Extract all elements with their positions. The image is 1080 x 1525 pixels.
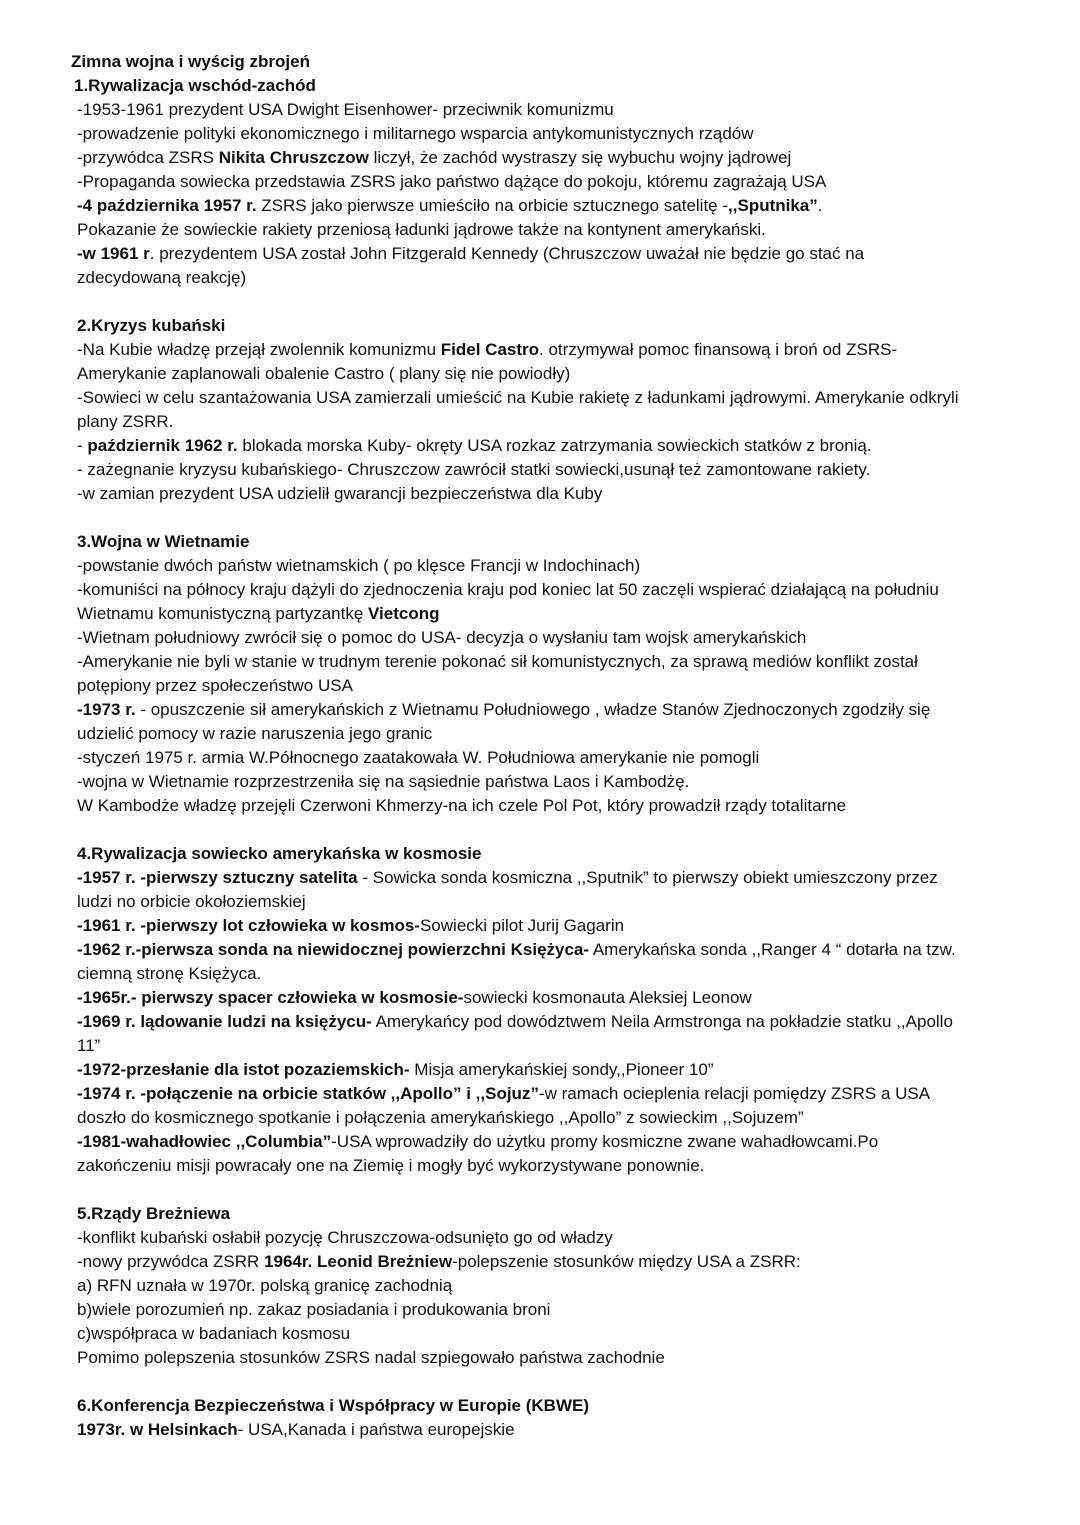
section-3-line: -wojna w Wietnamie rozprzestrzeniła się na sąsiednie państwa Laos i Kambodżę. <box>77 772 690 791</box>
section-5-line: -konflikt kubański osłabił pozycję Chruszczowa-odsunięto go od władzy <box>77 1228 613 1247</box>
section-6-line: 1973r. w Helsinkach- USA,Kanada i państwa europejskie <box>77 1420 515 1439</box>
section-2-heading: 2.Kryzys kubański <box>77 316 226 335</box>
section-3-line: -styczeń 1975 r. armia W.Północnego zaatakowała W. Południowa amerykanie nie pomogli <box>77 748 760 767</box>
document-title: Zimna wojna i wyścig zbrojeń <box>71 52 310 71</box>
section-3-line: udzielić pomocy w razie naruszenia jego granic <box>77 724 433 743</box>
section-4-line: -1969 r. lądowanie ludzi na księżycu- Amerykańcy pod dowództwem Neila Armstronga na pokładzie statku ,,Apollo <box>77 1012 953 1031</box>
section-3-line: Wietnamu komunistyczną partyzantkę Vietcong <box>77 604 440 623</box>
section-5-line: c)współpraca w badaniach kosmosu <box>77 1324 351 1343</box>
section-4-line: -1961 r. -pierwszy lot człowieka w kosmos-Sowiecki pilot Jurij Gagarin <box>77 916 625 935</box>
section-5-line: b)wiele porozumień np. zakaz posiadania i produkowania broni <box>77 1300 551 1319</box>
section-1-line: -w 1961 r. prezydentem USA został John Fitzgerald Kennedy (Chruszczow uważał nie będzie go stać na <box>77 244 865 263</box>
section-4-heading: 4.Rywalizacja sowiecko amerykańska w kosmosie <box>77 844 482 863</box>
section-2-line: -Na Kubie władzę przejął zwolennik komunizmu Fidel Castro. otrzymywał pomoc finansową i broń od ZSRS- <box>77 340 898 359</box>
section-1-line: Pokazanie że sowieckie rakiety przeniosą ładunki jądrowe także na kontynent amerykański. <box>77 220 766 239</box>
section-1-line: -przywódca ZSRS Nikita Chruszczow liczył, że zachód wystraszy się wybuchu wojny jądrowej <box>77 148 792 167</box>
section-2-line: Amerykanie zaplanowali obalenie Castro ( plany się nie powiodły) <box>77 364 571 383</box>
section-2-line: - październik 1962 r. blokada morska Kuby- okręty USA rozkaz zatrzymania sowieckich statków z bronią. <box>77 436 872 455</box>
section-4-line: -1965r.- pierwszy spacer człowieka w kosmosie-sowiecki kosmonauta Aleksiej Leonow <box>77 988 752 1007</box>
section-3-heading: 3.Wojna w Wietnamie <box>77 532 250 551</box>
section-3-line: -powstanie dwóch państw wietnamskich ( po klęsce Francji w Indochinach) <box>77 556 641 575</box>
section-2-line: -Sowieci w celu szantażowania USA zamierzali umieścić na Kubie rakietę z ładunkami jądrowymi. Amerykanie odkryli <box>77 388 959 407</box>
section-5-line: -nowy przywódca ZSRR 1964r. Leonid Breżniew-polepszenie stosunków między USA a ZSRR: <box>77 1252 801 1271</box>
section-4-line: ciemną stronę Księżyca. <box>77 964 262 983</box>
section-5-line: Pomimo polepszenia stosunków ZSRS nadal szpiegowało państwa zachodnie <box>77 1348 665 1367</box>
section-4-line: -1974 r. -połączenie na orbicie statków ,,Apollo” i ,,Sojuz”-w ramach ocieplenia relacji pomiędzy ZSRS a USA <box>77 1084 931 1103</box>
section-3-line: -Wietnam południowy zwrócił się o pomoc do USA- decyzja o wysłaniu tam wojsk amerykańskich <box>77 628 807 647</box>
section-4-line: -1962 r.-pierwsza sonda na niewidocznej powierzchni Księżyca- Amerykańska sonda ,,Ranger 4 “ dotarła na tzw. <box>77 940 956 959</box>
section-1-line: -prowadzenie polityki ekonomicznego i militarnego wsparcia antykomunistycznych rządów <box>77 124 754 143</box>
section-5-heading: 5.Rządy Breżniewa <box>77 1204 231 1223</box>
section-4-line: doszło do kosmicznego spotkanie i połączenia amerykańskiego ,,Apollo” z sowieckim ,,Sojuzem” <box>77 1108 804 1127</box>
section-2-line: - zażegnanie kryzysu kubańskiego- Chruszczow zawrócił statki sowiecki,usunął też zamontowane rakiety. <box>77 460 871 479</box>
section-4-line: ludzi no orbicie okołoziemskiej <box>77 892 306 911</box>
section-4-line: -1972-przesłanie dla istot pozaziemskich- Misja amerykańskiej sondy,,Pioneer 10” <box>77 1060 714 1079</box>
section-6-heading: 6.Konferencja Bezpieczeństwa i Współpracy w Europie (KBWE) <box>77 1396 589 1415</box>
section-3-line: -1973 r. - opuszczenie sił amerykańskich z Wietnamu Południowego , władze Stanów Zjednoczonych zgodziły się <box>77 700 931 719</box>
section-3-line: -Amerykanie nie byli w stanie w trudnym terenie pokonać sił komunistycznych, za sprawą mediów konflikt został <box>77 652 918 671</box>
section-2-line: -w zamian prezydent USA udzielił gwarancji bezpieczeństwa dla Kuby <box>77 484 603 503</box>
section-1-line: -1953-1961 prezydent USA Dwight Eisenhower- przeciwnik komunizmu <box>77 100 614 119</box>
section-1-line: -4 października 1957 r. ZSRS jako pierwsze umieściło na orbicie sztucznego satelitę -,,Sputnika”. <box>77 196 823 215</box>
section-3-line: potępiony przez społeczeństwo USA <box>77 676 353 695</box>
section-3-line: -komuniści na północy kraju dążyli do zjednoczenia kraju pod koniec lat 50 zaczęli wspierać działającą na południu <box>77 580 939 599</box>
section-1-line: zdecydowaną reakcję) <box>77 268 247 287</box>
section-5-line: a) RFN uznała w 1970r. polską granicę zachodnią <box>77 1276 453 1295</box>
section-4-line: zakończeniu misji powracały one na Ziemię i mogły być wykorzystywane ponownie. <box>77 1156 705 1175</box>
section-2-line: plany ZSRR. <box>77 412 174 431</box>
section-4-line: -1957 r. -pierwszy sztuczny satelita - Sowicka sonda kosmiczna ,,Sputnik” to pierwszy obiekt umieszczony przez <box>77 868 938 887</box>
section-1-line: -Propaganda sowiecka przedstawia ZSRS jako państwo dążące do pokoju, któremu zagrażają USA <box>77 172 827 191</box>
section-4-line: -1981-wahadłowiec ,,Columbia”-USA wprowadziły do użytku promy kosmiczne zwane wahadłowcami.Po <box>77 1132 879 1151</box>
section-3-line: W Kambodże władzę przejęli Czerwoni Khmerzy-na ich czele Pol Pot, który prowadził rządy totalitarne <box>77 796 847 815</box>
section-1-heading: 1.Rywalizacja wschód-zachód <box>74 76 316 95</box>
section-4-line: 11” <box>77 1036 101 1055</box>
